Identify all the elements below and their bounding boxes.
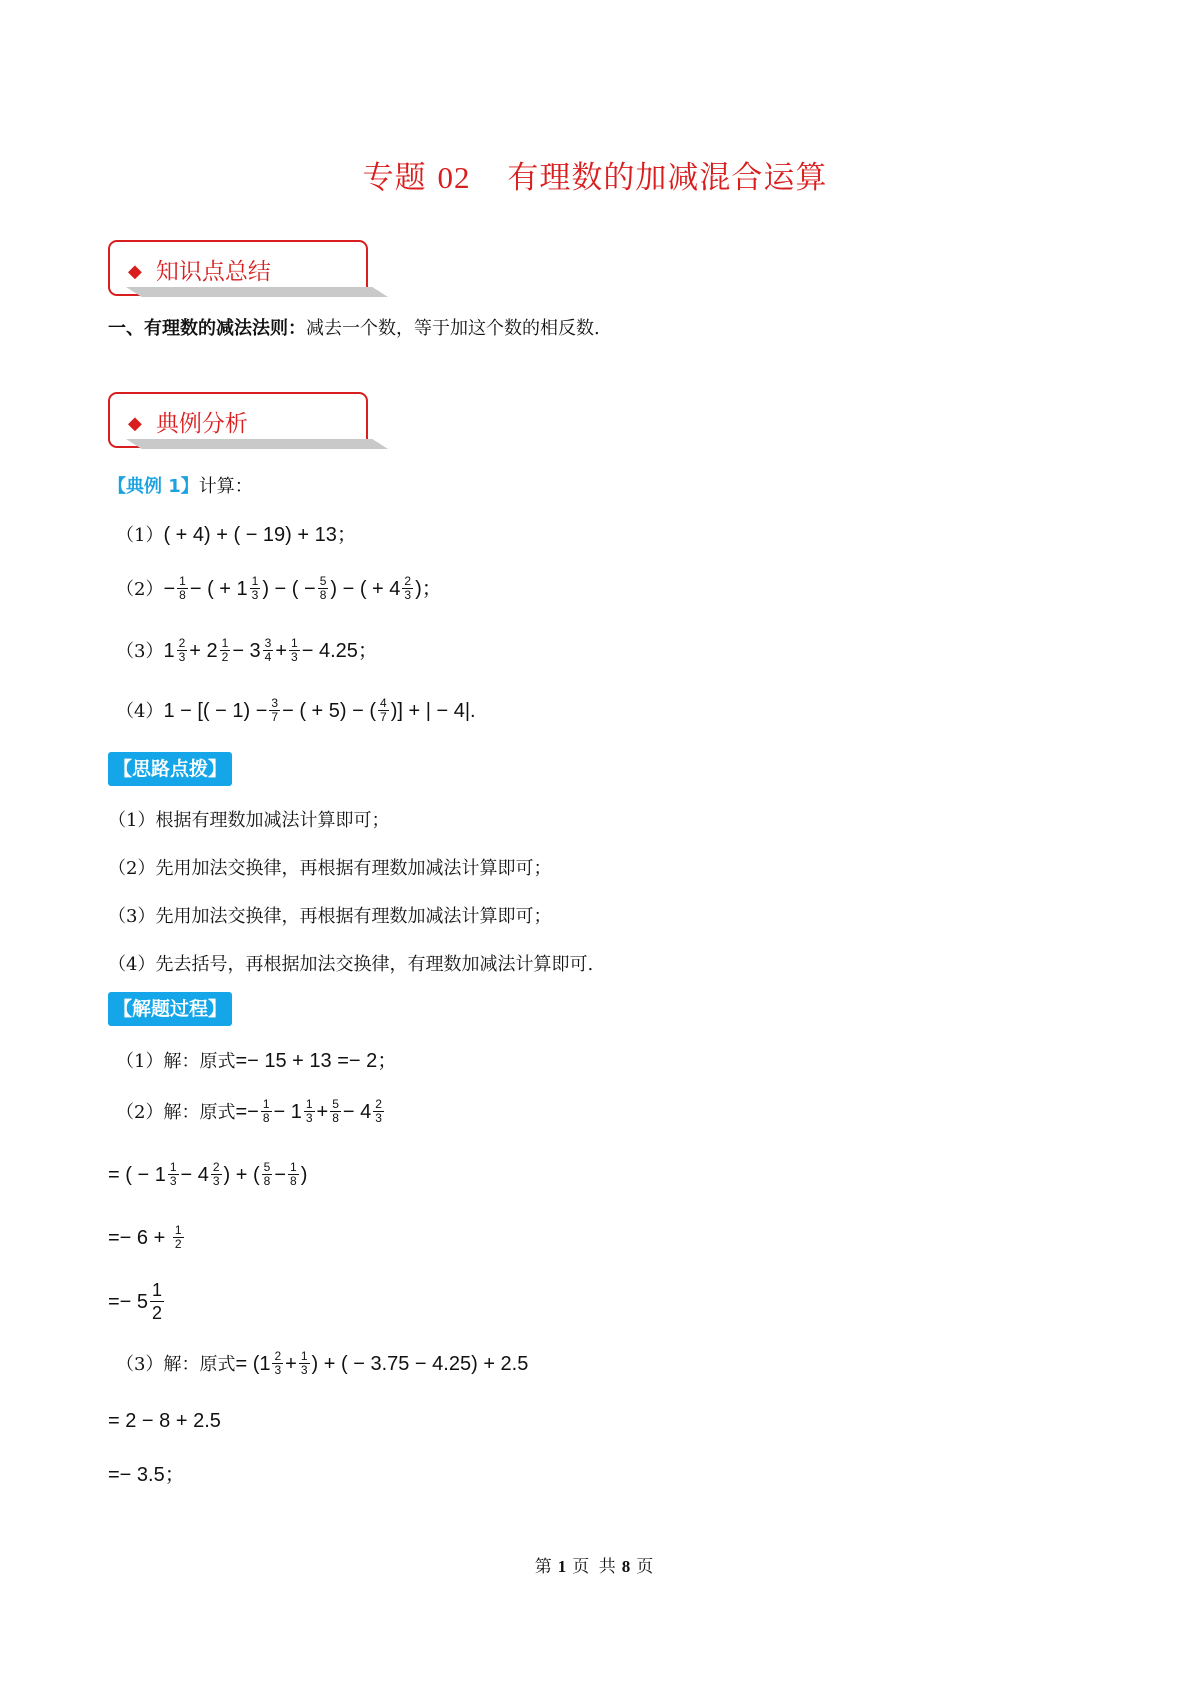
problem-4: （4）1 − [( − 1) − $\frac{3}{7}$ − ( + 5) − ( $\frac{4}{7}$ )] + | − 4|. — [116, 696, 476, 725]
page-number: 1 — [557, 1557, 569, 1576]
problem-2: （2）− $\frac{1}{8}$ − ( + 1 $\frac{1}{3}$ ) − ( − $\frac{5}{8}$ ) − ( + 4 $\frac{2}{3}$ )； — [116, 574, 442, 603]
solution-3-step-3: =− 3.5； — [108, 1464, 185, 1486]
page-footer: 第 1 页 共 8 页 — [534, 1557, 656, 1577]
section-example-label: 典例分析 — [155, 411, 248, 437]
solution-badge: 【解题过程】 — [108, 992, 232, 1026]
hint-line-3: （3）先用加法交换律，再根据有理数加减法计算即可； — [108, 906, 552, 927]
rule-line — [108, 314, 600, 340]
title-number: 02 — [437, 160, 471, 195]
section-shadow — [126, 439, 388, 449]
diamond-icon: ◆ — [128, 413, 142, 434]
example-heading — [108, 472, 253, 498]
solution-1: （1）解：原式=− 15 + 13 =− 2； — [116, 1050, 398, 1072]
example-tag: 【典例 1】 — [108, 476, 199, 497]
section-knowledge-label: 知识点总结 — [155, 259, 271, 285]
section-shadow — [126, 287, 388, 297]
hint-line-2: （2）先用加法交换律，再根据有理数加减法计算即可； — [108, 858, 552, 879]
diamond-icon: ◆ — [128, 261, 142, 282]
title-text: 有理数的加减混合运算 — [507, 160, 828, 196]
solution-3-step-2: = 2 − 8 + 2.5 — [108, 1410, 221, 1432]
hint-line-4: （4）先去括号，再根据加法交换律，有理数加减法计算即可. — [108, 954, 594, 975]
solution-2-step-4: =− 5 $\frac{1}{2}$ — [108, 1280, 163, 1323]
problem-3: （3）1 $\frac{2}{3}$ + 2 $\frac{1}{2}$ − 3 $\frac{3}{4}$ + $\frac{1}{3}$ − 4.25； — [116, 636, 378, 665]
page-title — [0, 152, 1190, 197]
solution-2-step-2: = ( − 1 $\frac{1}{3}$ − 4 $\frac{2}{3}$ ) + ( $\frac{5}{8}$ − $\frac{1}{8}$ ) — [108, 1160, 308, 1188]
title-prefix: 专题 — [362, 160, 427, 196]
page-total: 8 — [621, 1557, 633, 1576]
rule-body: 减去一个数，等于加这个数的相反数. — [306, 318, 600, 339]
hint-line-1: （1）根据有理数加减法计算即可； — [108, 810, 390, 831]
example-text: 计算： — [198, 476, 253, 497]
solution-2-step-3: =− 6 + $\frac{1}{2}$ — [108, 1223, 182, 1251]
solution-2: （2）解：原式=− $\frac{1}{8}$ − 1 $\frac{1}{3}$ + $\frac{5}{8}$ − 4 $\frac{2}{3}$ — [116, 1097, 382, 1126]
problem-1: （1）( + 4) + ( − 19) + 13； — [116, 524, 357, 546]
hint-badge: 【思路点拨】 — [108, 752, 232, 786]
rule-head: 一、有理数的减法法则： — [108, 318, 306, 339]
solution-3: （3）解：原式= (1 $\frac{2}{3}$ + $\frac{1}{3}$ ) + ( − 3.75 − 4.25) + 2.5 — [116, 1349, 529, 1378]
